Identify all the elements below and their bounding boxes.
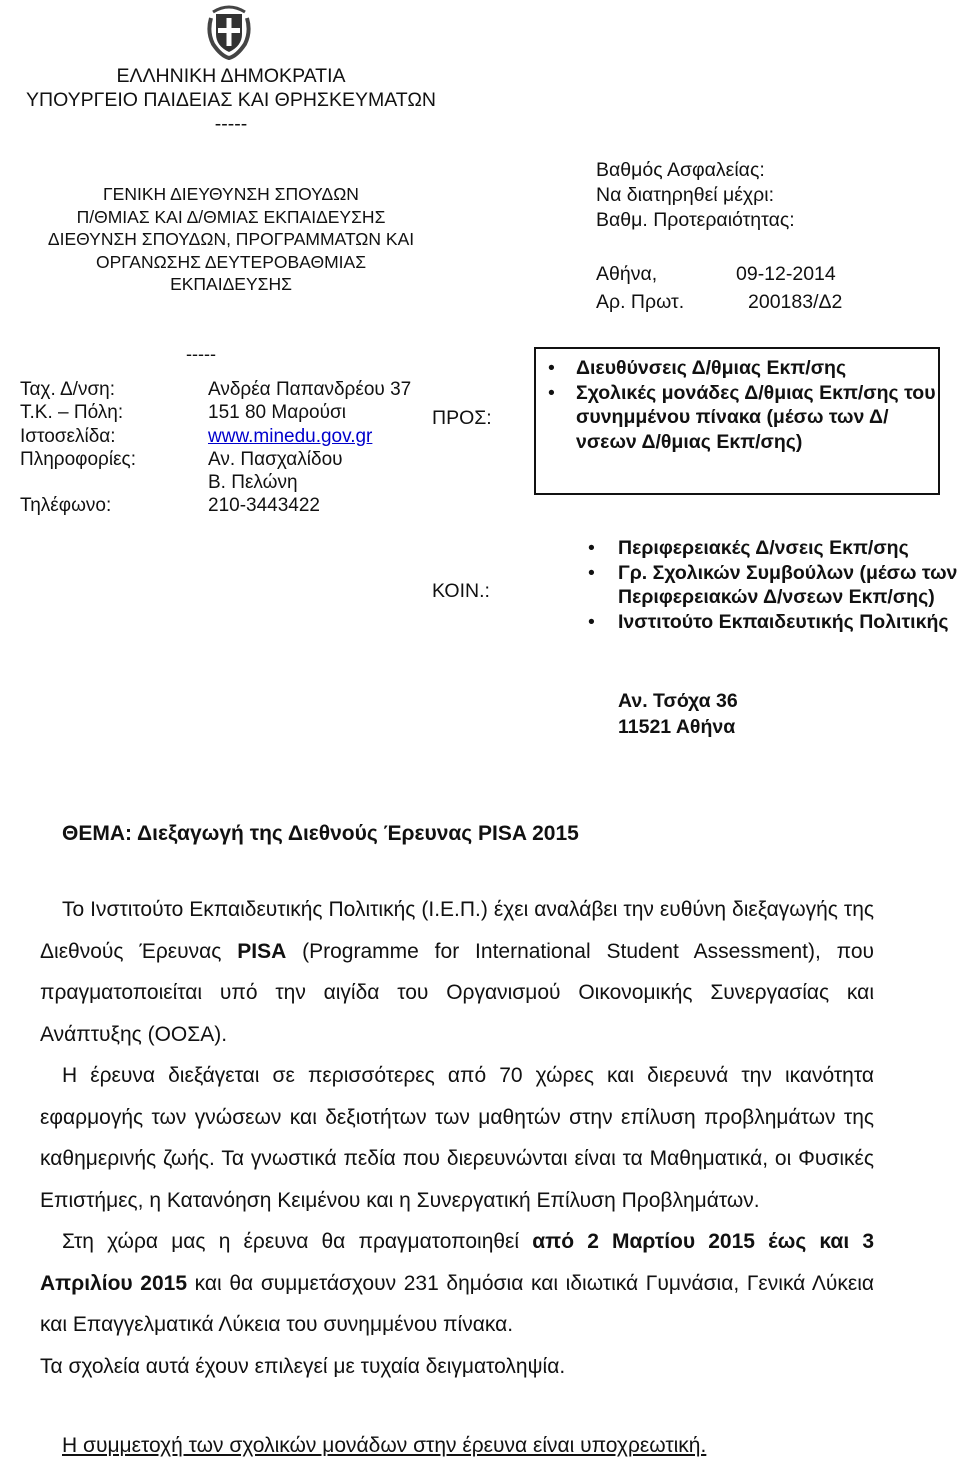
header-line: ΕΛΛΗΝΙΚΗ ΔΗΜΟΚΡΑΤΙΑ (116, 65, 346, 87)
dept-line: ΓΕΝΙΚΗ ΔΙΕΥΘΥΝΣΗ ΣΠΟΥΔΩΝ (103, 184, 359, 204)
contact-block (20, 378, 412, 518)
letter-body (40, 889, 874, 1387)
cc-address (618, 688, 738, 740)
protocol-value: 200183/Δ2 (748, 291, 843, 313)
security-block (596, 158, 795, 233)
to-label: ΠΡΟΣ: (432, 407, 492, 429)
dept-line: ΟΡΓΑΝΩΣΗΣ ΔΕΥΤΕΡΟΒΑΘΜΙΑΣ (95, 251, 367, 272)
paragraph (40, 1221, 874, 1346)
security-level: Βαθμός Ασφαλείας: (596, 159, 765, 181)
cc-city: 11521 Αθήνα (618, 716, 736, 738)
cc-street: Αν. Τσόχα 36 (618, 690, 738, 712)
phone-value: 210-3443422 (208, 495, 320, 517)
info-value: Αν. Πασχαλίδου (208, 448, 343, 470)
date-block (596, 260, 843, 316)
recipient-item: • Διευθύνσεις Δ/θμιας Εκπ/σης (534, 356, 960, 381)
paragraph-text: (Programme for International Student Assessment), που πραγματοποιείται υπό την αιγίδα του Οργανισμού Οικονομικής Συνεργασίας και Ανάπτυξης (ΟΟΣΑ). (40, 939, 874, 1046)
department-header (0, 183, 462, 296)
cc-item: • Ινστιτούτο Εκπαιδευτικής Πολιτικής (574, 610, 960, 635)
date-value: 09-12-2014 (736, 263, 836, 285)
to-list (534, 356, 960, 454)
header-line: ----- (214, 113, 248, 135)
paragraph-bold: από 2 Μαρτίου 2015 έως και 3 Απριλίου 2015 (40, 1230, 874, 1295)
cc-item: • Γρ. Σχολικών Συμβούλων (μέσω των Περιφερειακών Δ/νσεων Εκπ/σης) (574, 561, 960, 610)
retention: Να διατηρηθεί μέχρι: (596, 184, 775, 206)
phone-label: Τηλέφωνο: (20, 495, 112, 517)
website-link[interactable]: www.minedu.gov.gr (208, 425, 373, 447)
city-label: Τ.Κ. – Πόλη: (20, 402, 124, 424)
cc-label: ΚΟΙΝ.: (432, 580, 490, 602)
info-value: Β. Πελώνη (208, 472, 298, 494)
recipient-item: • Σχολικές μονάδες Δ/θμιας Εκπ/σης του συνημμένου πίνακα (μέσω των Δ/νσεων Δ/θμιας Εκπ/σης) (534, 381, 960, 455)
city-value: 151 80 Μαρούσι (208, 402, 346, 424)
cc-list (574, 536, 960, 634)
dept-line: ΕΚΠΑΙΔΕΥΣΗΣ (170, 274, 292, 294)
info-label: Πληροφορίες: (20, 448, 136, 470)
protocol-label: Αρ. Πρωτ. (596, 291, 685, 313)
subject-line: ΘΕΜΑ: Διεξαγωγή της Διεθνούς Έρευνας PISA 2015 (62, 822, 579, 845)
paragraph: Τα σχολεία αυτά έχουν επιλεγεί με τυχαία δειγματοληψία. (40, 1354, 566, 1378)
paragraph-text: και θα συμμετάσχουν 231 δημόσια και ιδιωτικά Γυμνάσια, Γενικά Λύκεια και Επαγγελματικά Λύκεια του συνημμένου πίνακα. (40, 1271, 874, 1336)
paragraph (40, 889, 874, 1055)
website-label: Ιστοσελίδα: (20, 425, 116, 447)
paragraph-text: Το Ινστιτούτο Εκπαιδευτικής Πολιτικής (Ι.Ε.Π.) έχει αναλάβει την ευθύνη διεξαγωγής της Διεθνούς Έρευνας (40, 898, 874, 963)
header-line: ΥΠΟΥΡΓΕΙΟ ΠΑΙΔΕΙΑΣ ΚΑΙ ΘΡΗΣΚΕΥΜΑΤΩΝ (25, 89, 437, 111)
dept-line: Π/ΘΜΙΑΣ ΚΑΙ Δ/ΘΜΙΑΣ ΕΚΠΑΙΔΕΥΣΗΣ (76, 206, 386, 227)
priority: Βαθμ. Προτεραιότητας: (596, 209, 795, 231)
address-label: Ταχ. Δ/νση: (20, 379, 116, 400)
paragraph: Η έρευνα διεξάγεται σε περισσότερες από 70 χώρες και διερευνά την ικανότητα εφαρμογής των γνώσεων και δεξιοτήτων των μαθητών στην επίλυση προβλημάτων της καθημερινής ζωής. Τα γνωστικά πεδία που διερευνώνται είναι τα Μαθηματικά, οι Φυσικές Επιστήμες, η Κατανόηση Κειμένου και η Συνεργατική Επίλυση Προβλημάτων. (40, 1064, 874, 1212)
paragraph-text: Στη χώρα μας η έρευνα θα πραγματοποιηθεί (62, 1230, 533, 1253)
contact-separator: ----- (186, 344, 216, 364)
address-value: Ανδρέα Παπανδρέου 37 (208, 379, 412, 400)
mandatory-note: Η συμμετοχή των σχολικών μονάδων στην έρευνα είναι υποχρεωτική. (62, 1434, 707, 1457)
dept-line: ΔΙΕΘΥΝΣΗ ΣΠΟΥΔΩΝ, ΠΡΟΓΡΑΜΜΑΤΩΝ ΚΑΙ (47, 229, 415, 249)
cc-item: • Περιφερειακές Δ/νσεις Εκπ/σης (574, 536, 960, 561)
paragraph-bold: PISA (237, 939, 287, 963)
greek-emblem-icon (203, 4, 255, 60)
place-label: Αθήνα, (596, 263, 658, 285)
ministry-header (0, 64, 462, 136)
